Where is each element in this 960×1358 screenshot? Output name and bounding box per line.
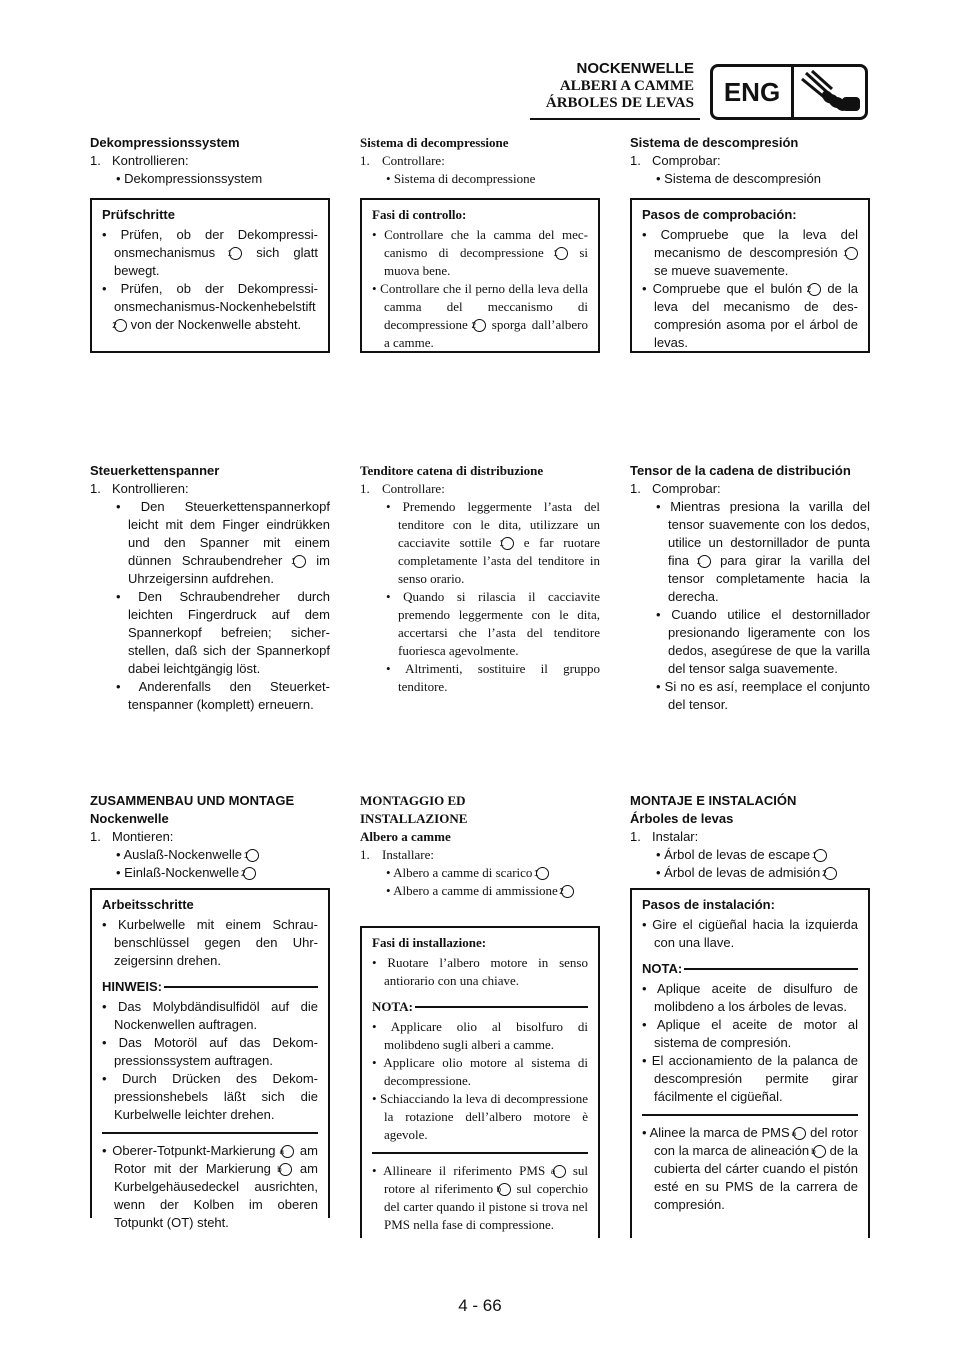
text: e far ruotare completamente l’asta del tenditore in senso orario. xyxy=(398,535,601,586)
de-tensioner-bullet-2: • Den Schraubendreher durch leichten Fingerdruck auf dem Spannerkopf befreien; sicherstellen, daß sich der Spannerkopf dabei leichtgängig löst. xyxy=(116,588,330,678)
text: am Kurbelgehäusedeckel ausrichten, wenn der Kolben im oberen Totpunkt (OT) steht. xyxy=(114,1161,318,1230)
text: Oberer-Totpunkt-Markierung xyxy=(112,1143,276,1158)
ref-callout: 1 xyxy=(555,247,568,260)
note-end-rule xyxy=(642,1114,858,1116)
step-label: Controllare: xyxy=(382,153,445,168)
step-label: Controllare: xyxy=(382,481,445,496)
step-number: 1. xyxy=(360,153,370,168)
ref-callout: 1 xyxy=(246,849,259,862)
de-assembly-work-box xyxy=(90,888,330,1230)
de-tensioner-bullet-3: • Anderenfalls den Steuerkettenspanner (komplett) erneuern. xyxy=(116,678,330,714)
header-title-es: ÁRBOLES DE LEVAS xyxy=(545,95,694,111)
de-tensioner-bullet-1 xyxy=(116,498,330,588)
es-note-header xyxy=(642,960,858,978)
header-titles xyxy=(546,60,694,112)
it-note-header xyxy=(372,998,588,1016)
header-rule xyxy=(530,118,700,120)
it-section-tensioner xyxy=(360,462,600,696)
text: Albero a camme di ammissione xyxy=(393,883,558,898)
note-label: NOTA: xyxy=(642,961,683,976)
de-assembly-subheading: Nockenwelle xyxy=(90,811,169,826)
text: Árbol de levas de escape xyxy=(664,847,811,862)
es-assembly-item-2 xyxy=(656,864,870,882)
es-assembly-item-1 xyxy=(656,846,870,864)
es-decomp-check-box xyxy=(630,198,870,353)
step-number: 1. xyxy=(90,153,101,168)
ref-callout: 1 xyxy=(501,537,514,550)
es-assembly-subheading: Árboles de levas xyxy=(630,811,734,826)
es-decomp-box-bullet-2 xyxy=(642,280,858,352)
it-tensioner-bullet-2: • Quando si rilascia il cacciavite premendo leggermente con le dita, accertarsi che l’asta del tenditore fuoriesca agevolmente. xyxy=(386,588,600,660)
it-assembly-subheading: Albero a camme xyxy=(360,829,451,844)
text: para girar la varilla del tensor completamente hacia la derecha. xyxy=(668,553,870,604)
es-decomp-box-title: Pasos de comprobación: xyxy=(642,207,797,222)
de-assembly-box-bullet-2 xyxy=(102,1142,318,1232)
text: Einlaß-Nockenwelle xyxy=(124,865,240,880)
note-rule xyxy=(415,1006,588,1008)
text: Den Steuerkettenspannerkopf leicht mit dem Finger eindrükken und den Spanner mit einem dünnen Schraubendreher xyxy=(128,499,330,568)
note-end-rule xyxy=(372,1152,588,1154)
page-number: 4 - 66 xyxy=(458,1296,502,1315)
ref-callout: 2 xyxy=(824,867,837,880)
step-number: 1. xyxy=(90,829,101,844)
text: im Uhrzeigersinn aufdrehen. xyxy=(128,553,330,586)
text: sul rotore al riferimento xyxy=(384,1163,589,1196)
it-assembly-step xyxy=(360,846,600,864)
de-section-tensioner xyxy=(90,462,330,714)
es-tensioner-heading: Tensor de la cadena de distribución xyxy=(630,463,851,478)
text: Auslaß-Nockenwelle xyxy=(123,847,242,862)
es-section-decompression xyxy=(630,134,870,188)
ref-callout: b xyxy=(279,1163,292,1176)
text: del rotor con la marca de alineación xyxy=(654,1125,858,1158)
de-assembly-step xyxy=(90,828,330,846)
text: Allineare il riferimento PMS xyxy=(383,1163,546,1178)
de-decomp-item: • Dekompressionssystem xyxy=(116,170,330,188)
de-tensioner-step xyxy=(90,480,330,498)
de-section-decompression xyxy=(90,134,330,188)
note-end-rule xyxy=(102,1132,318,1134)
es-tensioner-bullet-3: • Si no es así, reemplace el conjunto del tensor. xyxy=(656,678,870,714)
de-section-assembly xyxy=(90,792,330,882)
it-assembly-item-1 xyxy=(386,864,600,882)
text: Controllare che il perno della leva della camma del meccanismo di decompressione xyxy=(380,281,588,332)
it-note-bullet-1: • Applicare olio al bisolfuro di molibdeno sugli alberi a camme. xyxy=(372,1018,588,1054)
it-assembly-item-2 xyxy=(386,882,600,900)
text: sporga dall’albero a camme. xyxy=(384,317,588,350)
it-assembly-box-bullet-1: • Ruotare l’albero motore in senso antiorario con una chiave. xyxy=(372,954,588,990)
de-tensioner-heading: Steuerkettenspanner xyxy=(90,463,220,478)
es-tensioner-bullet-1 xyxy=(656,498,870,606)
text: Prüfen, ob der Dekompressionsmechanismus xyxy=(114,227,318,260)
text: se mueve suavemente. xyxy=(654,263,789,278)
es-assembly-box-bullet-2 xyxy=(642,1124,858,1214)
step-label: Kontrollieren: xyxy=(112,153,189,168)
step-number: 1. xyxy=(630,829,641,844)
es-tensioner-bullet-2: • Cuando utilice el destornillador presionando ligeramente con los dedos, asegúrese de que la varilla del tensor salga suavemente. xyxy=(656,606,870,678)
it-assembly-work-box xyxy=(360,926,600,1238)
text: sich glatt bewegt. xyxy=(114,245,318,278)
it-assembly-heading: MONTAGGIO ED INSTALLAZIONE xyxy=(360,793,468,826)
es-decomp-step xyxy=(630,152,870,170)
es-note-bullet-1: • Aplique aceite de disulfuro de molibdeno a los árboles de levas. xyxy=(642,980,858,1016)
it-decomp-step xyxy=(360,152,600,170)
ref-callout: a xyxy=(793,1127,806,1140)
it-decomp-box-bullet-2 xyxy=(372,280,588,352)
text: Prüfen, ob der Dekompressionsmechanismus-Nockenhebelstift xyxy=(114,281,318,314)
note-label: HINWEIS: xyxy=(102,979,162,994)
ref-callout: 2 xyxy=(808,283,821,296)
header-title-de: NOCKENWELLE xyxy=(576,60,694,77)
it-decomp-box-bullet-1 xyxy=(372,226,588,280)
ref-callout: 2 xyxy=(561,885,574,898)
step-label: Instalar: xyxy=(652,829,699,844)
de-assembly-box-bullet-1: • Kurbelwelle mit einem Schraubenschlüssel gegen den Uhrzeigersinn drehen. xyxy=(102,916,318,970)
ref-callout: 2 xyxy=(114,319,127,332)
es-decomp-item: • Sistema de descompresión xyxy=(656,170,870,188)
es-note-bullet-2: • Aplique el aceite de motor al sistema de compresión. xyxy=(642,1016,858,1052)
step-number: 1. xyxy=(360,481,370,496)
es-assembly-heading: MONTAJE E INSTALACIÓN xyxy=(630,793,797,808)
it-decomp-check-box xyxy=(360,198,600,353)
it-section-decompression xyxy=(360,134,600,188)
step-label: Comprobar: xyxy=(652,481,721,496)
de-decomp-check-box xyxy=(90,198,330,353)
es-section-assembly xyxy=(630,792,870,882)
de-assembly-box-title: Arbeitsschritte xyxy=(102,897,194,912)
text: Árbol de levas de admisión xyxy=(664,865,821,880)
ref-callout: 1 xyxy=(814,849,827,862)
text: si muova bene. xyxy=(384,245,589,278)
es-section-tensioner xyxy=(630,462,870,714)
de-decomp-box-title: Prüfschritte xyxy=(102,207,175,222)
text: Compruebe que la leva del mecanismo de descompresión xyxy=(654,227,858,260)
text: Mientras presiona la varilla del tensor suavemente con los dedos, utilice un destornillador de punta fina xyxy=(668,499,870,568)
de-note-header xyxy=(102,978,318,996)
it-assembly-box-title: Fasi di installazione: xyxy=(372,935,487,950)
it-tensioner-heading: Tenditore catena di distribuzione xyxy=(360,463,544,478)
es-assembly-box-bullet-1: • Gire el cigüeñal hacia la izquierda con una llave. xyxy=(642,916,858,952)
de-decomp-step xyxy=(90,152,330,170)
text: Compruebe que el bulón xyxy=(652,281,803,296)
text: Premendo leggermente l’asta del tenditore con le dita, utilizzare un cacciavite sottile xyxy=(398,499,600,550)
de-note-bullet-3: • Durch Drücken des Dekompressionshebels läßt sich die Kurbelwelle leichter drehen. xyxy=(102,1070,318,1124)
ref-callout: 1 xyxy=(293,555,306,568)
section-badge xyxy=(710,64,868,120)
it-assembly-box-bullet-2 xyxy=(372,1162,588,1234)
de-decomp-box-bullet-1 xyxy=(102,226,318,280)
section-badge-label: ENG xyxy=(713,67,794,117)
it-note-bullet-2: • Applicare olio motore al sistema di decompressione. xyxy=(372,1054,588,1090)
text: Controllare che la camma del meccanismo di decompressione xyxy=(384,227,588,260)
ref-callout: 2 xyxy=(243,867,256,880)
es-decomp-heading: Sistema de descompresión xyxy=(630,135,799,150)
ref-callout: b xyxy=(498,1183,511,1196)
es-assembly-work-box xyxy=(630,888,870,1238)
de-assembly-item-1 xyxy=(116,846,330,864)
ref-callout: b xyxy=(813,1145,826,1158)
it-decomp-item: • Sistema di decompressione xyxy=(386,170,600,188)
de-decomp-heading: Dekompressionssystem xyxy=(90,135,240,150)
ref-callout: 1 xyxy=(229,247,242,260)
step-number: 1. xyxy=(630,153,641,168)
step-label: Installare: xyxy=(382,847,434,862)
step-number: 1. xyxy=(360,847,370,862)
es-tensioner-step xyxy=(630,480,870,498)
es-decomp-box-bullet-1 xyxy=(642,226,858,280)
text: de la leva del mecanismo de descompresión asoma por el árbol de levas. xyxy=(654,281,858,350)
ref-callout: 1 xyxy=(698,555,711,568)
de-note-bullet-2: • Das Motoröl auf das Dekompressionssystem auftragen. xyxy=(102,1034,318,1070)
step-label: Montieren: xyxy=(112,829,174,844)
es-note-bullet-3: • El accionamiento de la palanca de descompresión permite girar fácilmente el cigüeñal. xyxy=(642,1052,858,1106)
text: de la cubierta del cárter cuando el pistón esté en su PMS de la carrera de compresión. xyxy=(654,1143,858,1212)
text: von der Nockenwelle absteht. xyxy=(130,317,302,332)
ref-callout: 1 xyxy=(536,867,549,880)
note-rule xyxy=(684,968,858,970)
es-assembly-step xyxy=(630,828,870,846)
engine-icon xyxy=(794,67,865,117)
it-section-assembly xyxy=(360,792,600,900)
step-label: Kontrollieren: xyxy=(112,481,189,496)
ref-callout: a xyxy=(281,1145,294,1158)
it-decomp-heading: Sistema di decompressione xyxy=(360,135,509,150)
text: sul coperchio del carter quando il pistone si trova nel PMS nella fase di compressione. xyxy=(384,1181,589,1232)
de-note-bullet-1: • Das Molybdändisulfidöl auf die Nockenwellen auftragen. xyxy=(102,998,318,1034)
ref-callout: 2 xyxy=(473,319,486,332)
step-number: 1. xyxy=(90,481,101,496)
text: am Rotor mit der Markierung xyxy=(114,1143,318,1176)
it-note-bullet-3: • Schiacciando la leva di decompressione la rotazione dell’albero motore è agevole. xyxy=(372,1090,588,1144)
text: Albero a camme di scarico xyxy=(393,865,533,880)
it-decomp-box-title: Fasi di controllo: xyxy=(372,207,467,222)
de-decomp-box-bullet-2 xyxy=(102,280,318,334)
note-rule xyxy=(164,986,318,988)
note-label: NOTA: xyxy=(372,999,413,1014)
ref-callout: 1 xyxy=(845,247,858,260)
es-assembly-box-title: Pasos de instalación: xyxy=(642,897,775,912)
it-tensioner-step xyxy=(360,480,600,498)
ref-callout: a xyxy=(553,1165,566,1178)
de-assembly-heading: ZUSAMMENBAU UND MONTAGE xyxy=(90,793,295,808)
step-label: Comprobar: xyxy=(652,153,721,168)
de-assembly-item-2 xyxy=(116,864,330,882)
step-number: 1. xyxy=(630,481,641,496)
header-title-it: ALBERI A CAMME xyxy=(559,78,694,94)
text: Alinee la marca de PMS xyxy=(649,1125,790,1140)
it-tensioner-bullet-3: • Altrimenti, sostituire il gruppo tenditore. xyxy=(386,660,600,696)
it-tensioner-bullet-1 xyxy=(386,498,600,588)
